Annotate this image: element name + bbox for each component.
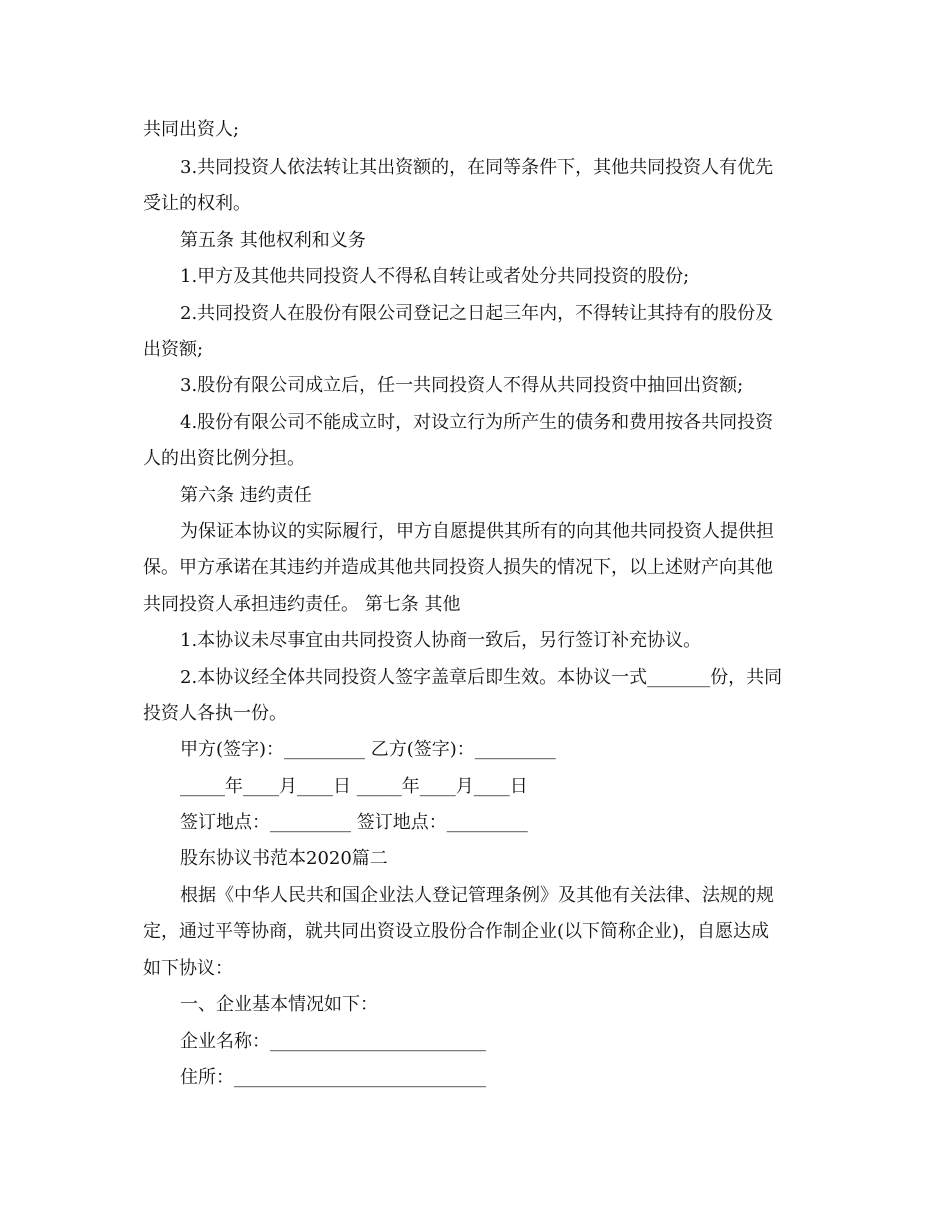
paragraph-line: 4.股份有限公司不能成立时，对设立行为所产生的债务和费用按各共同投资 [180, 412, 774, 433]
paragraph-line: 1.甲方及其他共同投资人不得私自转让或者处分共同投资的股份; [180, 266, 690, 287]
paragraph-line: 如下协议： [143, 958, 233, 979]
paragraph-line: 受让的权利。 [143, 193, 251, 214]
signing-place-line: 签订地点：_________ 签订地点：_________ [180, 812, 528, 833]
signature-line: 甲方(签字)：_________ 乙方(签字)：_________ [180, 739, 556, 760]
paragraph-line: 2.共同投资人在股份有限公司登记之日起三年内，不得转让其持有的股份及 [180, 303, 774, 324]
form-field-line: 住所：____________________________ [180, 1067, 486, 1088]
paragraph-line: 1.本协议未尽事宜由共同投资人协商一致后，另行签订补充协议。 [180, 630, 702, 651]
paragraph-line: 保。甲方承诺在其违约并造成其他共同投资人损失的情况下，以上述财产向其他 [143, 557, 773, 578]
paragraph-line: 根据《中华人民共和国企业法人登记管理条例》及其他有关法律、法规的规 [180, 885, 774, 906]
paragraph-line: 投资人各执一份。 [143, 703, 287, 724]
section-heading: 第六条 违约责任 [180, 485, 312, 506]
paragraph-line: 2.本协议经全体共同投资人签字盖章后即生效。本协议一式_______份，共同 [180, 667, 783, 688]
paragraph-line: 共同投资人承担违约责任。 第七条 其他 [143, 594, 461, 615]
section-title: 股东协议书范本2020篇二 [180, 848, 388, 869]
form-field-line: 企业名称：________________________ [180, 1031, 486, 1052]
section-heading: 第五条 其他权利和义务 [180, 230, 366, 251]
paragraph-line: 出资额; [143, 339, 204, 360]
date-line: _____年____月____日 _____年____月____日 [180, 776, 528, 797]
paragraph-line: 3.共同投资人依法转让其出资额的，在同等条件下，其他共同投资人有优先 [180, 157, 774, 178]
paragraph-line: 定，通过平等协商，就共同出资设立股份合作制企业(以下简称企业)，自愿达成 [143, 921, 770, 942]
paragraph-line: 人的出资比例分担。 [143, 448, 305, 469]
paragraph-line: 共同出资人; [143, 119, 240, 140]
paragraph-line: 3.股份有限公司成立后，任一共同投资人不得从共同投资中抽回出资额; [180, 375, 744, 396]
paragraph-line: 为保证本协议的实际履行，甲方自愿提供其所有的向其他共同投资人提供担 [180, 521, 774, 542]
section-heading: 一、企业基本情况如下： [180, 994, 378, 1015]
